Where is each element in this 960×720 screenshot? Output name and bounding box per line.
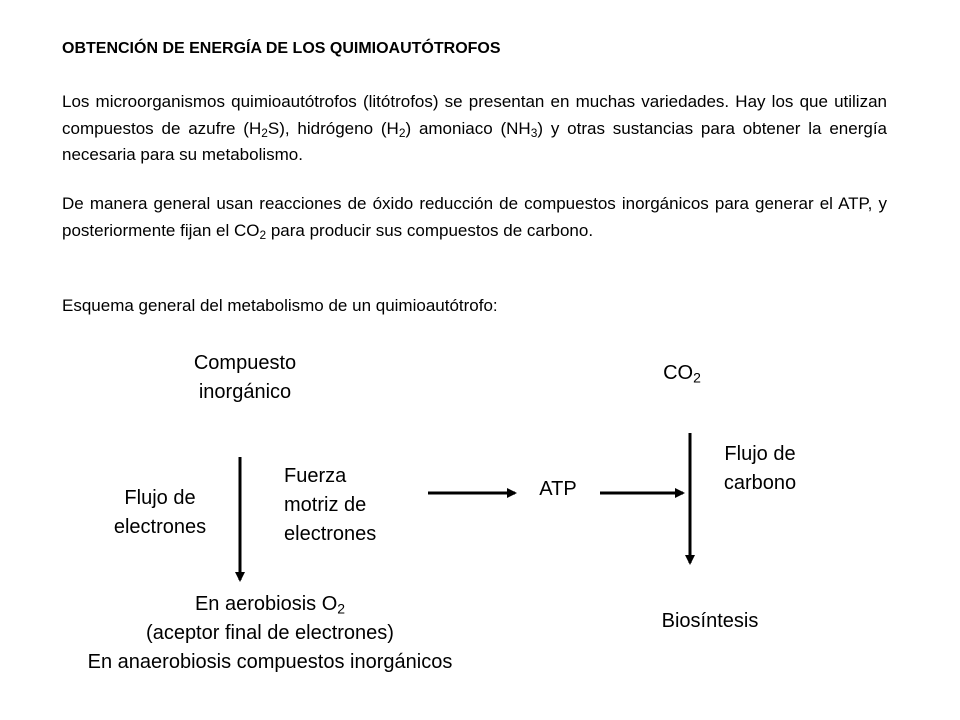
motive-force-line2: motriz de [284,494,367,516]
motive-force-line3: electrones [284,523,377,545]
inorganic-compound-line1: Compuesto [193,352,297,374]
paragraph-intro-text-a: Los microorganismos quimioautótrofos (litótrofos) se presentan en muchas variedades. Hay los que utilizan compuestos de azufre (H [62,92,887,138]
subscript: 2 [261,125,268,140]
subscript: 2 [693,369,701,386]
biosynthesis-label: Biosíntesis [661,610,759,632]
paragraph-intro-text-c: ) amoniaco (NH [405,118,531,138]
co2-text: CO [663,362,694,384]
inorganic-compound-line2: inorgánico [198,381,292,403]
paragraph-general-text-b: para producir sus compuestos de carbono. [266,220,594,240]
electron-flow-line2: electrones [113,516,207,538]
anaerobiosis-line: En anaerobiosis compuestos inorgánicos [87,651,453,673]
paragraph-scheme-intro-text: Esquema general del metabolismo de un quimioautótrofo: [62,296,498,315]
atp-label: ATP [539,478,577,500]
paragraph-general-text-a: De manera general usan reacciones de óxido reducción de compuestos inorgánicos para generar el ATP, y posteriormente fijan el CO [62,194,887,240]
subscript: 2 [337,600,346,617]
subscript: 3 [530,125,538,140]
electron-flow-line1: Flujo de [124,487,196,509]
motive-force-line1: Fuerza [284,465,347,487]
page-title: OBTENCIÓN DE ENERGÍA DE LOS QUIMIOAUTÓTROFOS [62,40,501,57]
aerobiosis-text: En aerobiosis O [194,593,338,615]
acceptor-line: (aceptor final de electrones) [146,622,394,644]
paragraph-intro-text-b: S), hidrógeno (H [267,118,399,138]
paragraph-intro-text-d: ) y otras sustancias para obtener la energía necesaria para su metabolismo. [62,118,887,164]
subscript: 2 [398,125,406,140]
carbon-flow-line1: Flujo de [724,443,796,465]
carbon-flow-line2: carbono [723,472,797,494]
subscript: 2 [259,227,267,242]
